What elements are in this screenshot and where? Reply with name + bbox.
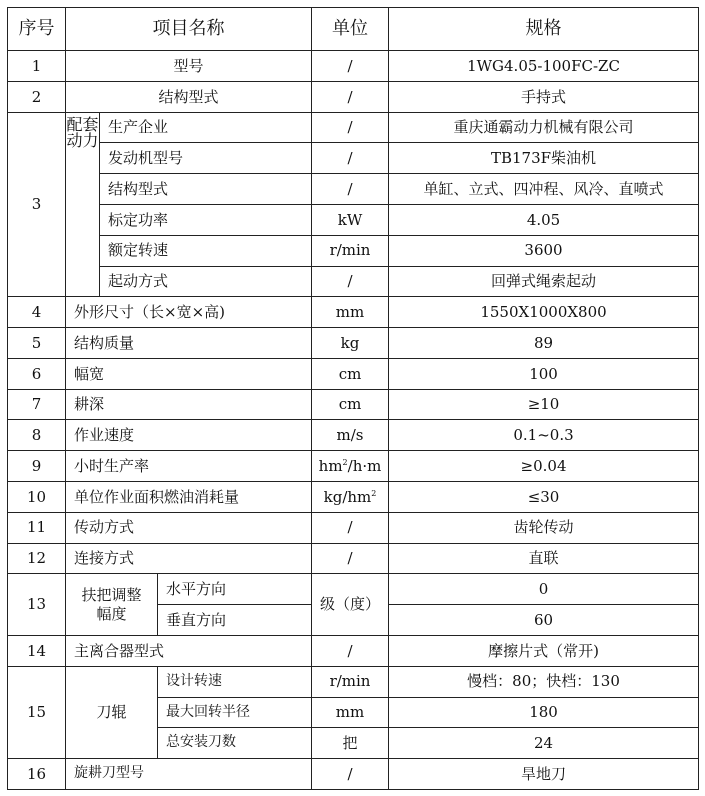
row-number: 16 (8, 759, 66, 790)
spec-cell: 手持式 (389, 81, 699, 112)
row-number: 7 (8, 389, 66, 420)
row-number: 5 (8, 328, 66, 359)
table-row (8, 174, 699, 205)
spec-cell: 回弹式绳索起动 (389, 266, 699, 297)
spec-cell: 100 (389, 358, 699, 389)
item-name: 旋耕刀型号 (66, 759, 312, 790)
table-row (8, 574, 699, 605)
unit-cell: / (312, 51, 389, 82)
item-name: 耕深 (66, 389, 312, 420)
spec-cell: 直联 (389, 543, 699, 574)
unit-cell: m/s (312, 420, 389, 451)
item-name: 型号 (66, 51, 312, 82)
spec-cell: 3600 (389, 235, 699, 266)
spec-cell: 重庆通霸动力机械有限公司 (389, 112, 699, 143)
item-name: 连接方式 (66, 543, 312, 574)
sub-item-name: 发动机型号 (100, 143, 312, 174)
header-no: 序号 (8, 8, 66, 51)
group-label-roller: 刀辊 (66, 666, 158, 758)
item-name: 传动方式 (66, 512, 312, 543)
unit-cell: 把 (312, 728, 389, 759)
unit-cell: mm (312, 297, 389, 328)
table-row (8, 143, 699, 174)
unit-cell: / (312, 759, 389, 790)
unit-cell: cm (312, 389, 389, 420)
spec-cell: 60 (389, 605, 699, 636)
table-row (8, 297, 699, 328)
unit-cell: / (312, 266, 389, 297)
unit-cell: r/min (312, 235, 389, 266)
table-row (8, 51, 699, 82)
spec-cell: 180 (389, 697, 699, 728)
item-name: 结构型式 (66, 81, 312, 112)
spec-cell: ≤30 (389, 482, 699, 513)
spec-cell: 1550X1000X800 (389, 297, 699, 328)
row-number: 6 (8, 358, 66, 389)
table-row (8, 482, 699, 513)
group-label-power: 配套动力 (66, 112, 100, 297)
unit-base: kg/hm (323, 487, 372, 506)
table-row (8, 451, 699, 482)
header-row (8, 8, 699, 51)
unit-cell: kW (312, 205, 389, 236)
table-row (8, 358, 699, 389)
spec-cell: 4.05 (389, 205, 699, 236)
unit-cell: r/min (312, 666, 389, 697)
spec-cell: 单缸、立式、四冲程、风冷、直喷式 (389, 174, 699, 205)
row-number: 1 (8, 51, 66, 82)
unit-cell: cm (312, 358, 389, 389)
header-item: 项目名称 (66, 8, 312, 51)
item-name: 单位作业面积燃油消耗量 (66, 482, 312, 513)
sub-item-name: 总安装刀数 (158, 728, 312, 759)
row-number: 3 (8, 112, 66, 297)
unit-base: hm (318, 456, 343, 475)
sub-item-name: 垂直方向 (158, 605, 312, 636)
table-row (8, 512, 699, 543)
unit-cell: / (312, 174, 389, 205)
table-row (8, 328, 699, 359)
sub-item-name: 起动方式 (100, 266, 312, 297)
spec-cell: TB173F柴油机 (389, 143, 699, 174)
table-row (8, 666, 699, 697)
unit-superscript: 2 (371, 488, 377, 498)
row-number: 11 (8, 512, 66, 543)
table-row (8, 266, 699, 297)
unit-cell: 级（度） (312, 574, 389, 636)
unit-cell (312, 451, 389, 482)
item-name: 幅宽 (66, 358, 312, 389)
table-row (8, 420, 699, 451)
spec-cell: ≥10 (389, 389, 699, 420)
spec-cell: ≥0.04 (389, 451, 699, 482)
item-name: 主离合器型式 (66, 635, 312, 666)
group-label-handle: 扶把调整幅度 (66, 574, 158, 636)
item-name: 外形尺寸（长×宽×高) (66, 297, 312, 328)
table-row (8, 635, 699, 666)
unit-cell: / (312, 512, 389, 543)
unit-cell: / (312, 81, 389, 112)
sub-item-name: 标定功率 (100, 205, 312, 236)
spec-cell: 齿轮传动 (389, 512, 699, 543)
sub-item-name: 结构型式 (100, 174, 312, 205)
table-row (8, 205, 699, 236)
table-row (8, 543, 699, 574)
row-number: 15 (8, 666, 66, 758)
unit-cell: mm (312, 697, 389, 728)
spec-cell: 24 (389, 728, 699, 759)
unit-cell: / (312, 543, 389, 574)
table-row (8, 759, 699, 790)
header-spec: 规格 (389, 8, 699, 51)
row-number: 14 (8, 635, 66, 666)
sub-item-name: 水平方向 (158, 574, 312, 605)
header-unit: 单位 (312, 8, 389, 51)
spec-cell: 旱地刀 (389, 759, 699, 790)
table-row (8, 81, 699, 112)
row-number: 12 (8, 543, 66, 574)
sub-item-name: 最大回转半径 (158, 697, 312, 728)
unit-cell: / (312, 635, 389, 666)
unit-cell: / (312, 143, 389, 174)
row-number: 9 (8, 451, 66, 482)
item-name: 小时生产率 (66, 451, 312, 482)
spec-cell: 1WG4.05-100FC-ZC (389, 51, 699, 82)
spec-cell: 摩擦片式（常开) (389, 635, 699, 666)
spec-cell: 0 (389, 574, 699, 605)
item-name: 作业速度 (66, 420, 312, 451)
item-name: 结构质量 (66, 328, 312, 359)
unit-cell: / (312, 112, 389, 143)
sub-item-name: 额定转速 (100, 235, 312, 266)
row-number: 13 (8, 574, 66, 636)
table-row (8, 389, 699, 420)
spec-cell: 89 (389, 328, 699, 359)
sub-item-name: 生产企业 (100, 112, 312, 143)
table-row (8, 112, 699, 143)
spec-cell: 慢档：80；快档：130 (389, 666, 699, 697)
sub-item-name: 设计转速 (158, 666, 312, 697)
unit-rest: /h·m (347, 456, 382, 475)
unit-cell (312, 482, 389, 513)
table-row (8, 235, 699, 266)
unit-superscript: 2 (342, 457, 348, 467)
unit-cell: kg (312, 328, 389, 359)
row-number: 2 (8, 81, 66, 112)
spec-table (7, 7, 699, 790)
spec-cell: 0.1~0.3 (389, 420, 699, 451)
row-number: 4 (8, 297, 66, 328)
row-number: 10 (8, 482, 66, 513)
row-number: 8 (8, 420, 66, 451)
